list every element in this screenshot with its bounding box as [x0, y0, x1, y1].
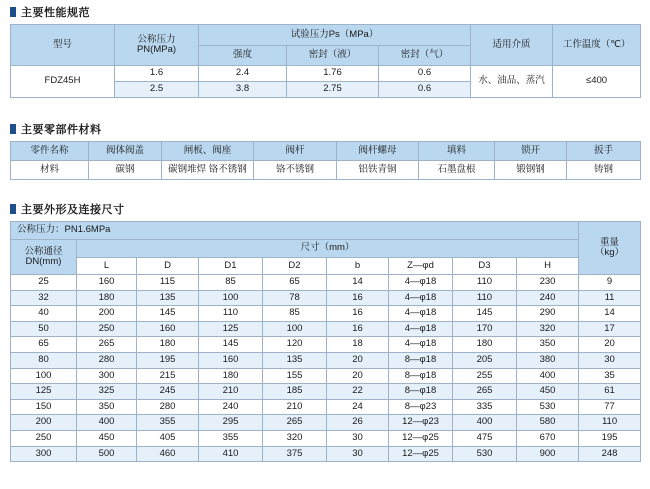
- dimension-cell: 335: [453, 399, 517, 415]
- section-marker: [10, 124, 16, 134]
- col-header: D3: [453, 258, 517, 275]
- header-model: 型号: [11, 25, 115, 66]
- dn-cell: 100: [11, 368, 77, 384]
- table-row: [11, 275, 641, 291]
- header-strength: 强度: [199, 46, 287, 66]
- dimension-cell: 185: [263, 384, 327, 400]
- dn-cell: 32: [11, 290, 77, 306]
- dimension-cell: 120: [263, 337, 327, 353]
- header-dn-unit: DN(mm): [25, 256, 62, 267]
- col-header: D2: [263, 258, 327, 275]
- dimension-cell: 20: [327, 352, 389, 368]
- header-dn: [11, 240, 77, 275]
- dimension-cell: 530: [453, 446, 517, 462]
- dimension-cell: 500: [77, 446, 137, 462]
- materials-cell: 锻钢钢: [495, 161, 567, 180]
- dimension-cell: 460: [137, 446, 199, 462]
- dimension-cell: 78: [263, 290, 327, 306]
- dimension-cell: 320: [263, 430, 327, 446]
- header-seal-gas: 密封（气）: [379, 46, 471, 66]
- dimension-cell: 145: [199, 337, 263, 353]
- dimension-cell: 100: [263, 321, 327, 337]
- pressure-rating-label: 公称压力：PN1.6MPa: [11, 222, 579, 240]
- dimension-cell: 145: [137, 306, 199, 322]
- dimension-cell: 320: [517, 321, 579, 337]
- dn-cell: 25: [11, 275, 77, 291]
- cell-seal-gas: 0.6: [379, 66, 471, 82]
- dimension-cell: 240: [199, 399, 263, 415]
- dimension-cell: 400: [77, 415, 137, 431]
- dimension-cell: 18: [327, 337, 389, 353]
- dimension-cell: 350: [517, 337, 579, 353]
- dn-cell: 40: [11, 306, 77, 322]
- dimension-cell: 180: [77, 290, 137, 306]
- dimension-cell: 355: [137, 415, 199, 431]
- dimension-cell: 26: [327, 415, 389, 431]
- dimension-cell: 16: [327, 321, 389, 337]
- dimensions-body: [11, 275, 641, 462]
- dimension-cell: 4—φ18: [389, 337, 453, 353]
- dimension-cell: 280: [137, 399, 199, 415]
- dimension-cell: 4—φ18: [389, 321, 453, 337]
- dimension-cell: 450: [77, 430, 137, 446]
- cell-seal-liquid: 2.75: [287, 82, 379, 98]
- dimension-cell: 160: [199, 352, 263, 368]
- table-row: [11, 430, 641, 446]
- table-row: [11, 337, 641, 353]
- header-weight-label: 重量: [600, 236, 620, 248]
- performance-table: [10, 24, 641, 98]
- dimension-cell: 210: [263, 399, 327, 415]
- cell-temp: ≤400: [553, 66, 641, 98]
- weight-cell: 30: [579, 352, 641, 368]
- cell-strength: 2.4: [199, 66, 287, 82]
- dn-cell: 200: [11, 415, 77, 431]
- materials-header-cell: 阀杆: [254, 142, 337, 161]
- table-row: [11, 321, 641, 337]
- table-row: [11, 415, 641, 431]
- dimension-cell: 12—φ25: [389, 430, 453, 446]
- dimension-cell: 670: [517, 430, 579, 446]
- dimension-cell: 195: [137, 352, 199, 368]
- materials-cell: 铝铁青铜: [337, 161, 419, 180]
- dimension-cell: 265: [77, 337, 137, 353]
- dimension-cell: 170: [453, 321, 517, 337]
- dimension-cell: 245: [137, 384, 199, 400]
- table-row: [11, 368, 641, 384]
- cell-seal-gas: 0.6: [379, 82, 471, 98]
- table-row: [11, 384, 641, 400]
- dn-cell: 80: [11, 352, 77, 368]
- weight-cell: 35: [579, 368, 641, 384]
- section-marker: [10, 204, 16, 214]
- materials-cell: 材料: [11, 161, 89, 180]
- materials-header-cell: 扳手: [567, 142, 641, 161]
- materials-cell: 碳钢堆焊 铬不锈钢: [162, 161, 254, 180]
- section-performance-header: [10, 5, 90, 19]
- dimension-cell: 180: [137, 337, 199, 353]
- materials-cell: 铬不锈钢: [254, 161, 337, 180]
- header-pressure-unit: PN(MPa): [136, 44, 177, 55]
- dimension-cell: 475: [453, 430, 517, 446]
- weight-cell: 11: [579, 290, 641, 306]
- header-weight: [579, 222, 641, 275]
- dimension-cell: 450: [517, 384, 579, 400]
- header-weight-unit: （kg）: [595, 247, 625, 258]
- dimension-cell: 200: [77, 306, 137, 322]
- weight-cell: 9: [579, 275, 641, 291]
- materials-cell: 石墨盘根: [419, 161, 495, 180]
- dimension-cell: 16: [327, 290, 389, 306]
- table-row: [11, 306, 641, 322]
- dimension-cell: 85: [263, 306, 327, 322]
- dimension-cell: 8—φ18: [389, 352, 453, 368]
- materials-header-cell: 锁开: [495, 142, 567, 161]
- materials-cell: 碳钢: [89, 161, 162, 180]
- materials-header-cell: 阀体阀盖: [89, 142, 162, 161]
- materials-header-cell: 闸板、阀座: [162, 142, 254, 161]
- col-header: D1: [199, 258, 263, 275]
- dimension-cell: 14: [327, 275, 389, 291]
- dimension-cell: 110: [199, 306, 263, 322]
- table-row: [11, 290, 641, 306]
- section-title: 主要性能规范: [21, 7, 90, 19]
- dimension-cell: 65: [263, 275, 327, 291]
- materials-header-cell: 填料: [419, 142, 495, 161]
- dimension-cell: 900: [517, 446, 579, 462]
- cell-pn: 2.5: [115, 82, 199, 98]
- dimension-cell: 110: [453, 275, 517, 291]
- weight-cell: 195: [579, 430, 641, 446]
- dimension-cell: 295: [199, 415, 263, 431]
- dimension-cell: 115: [137, 275, 199, 291]
- section-dimensions-header: [10, 202, 125, 216]
- dimension-cell: 160: [137, 321, 199, 337]
- dimension-cell: 265: [453, 384, 517, 400]
- dimension-cell: 145: [453, 306, 517, 322]
- header-pressure-label: 公称压力: [137, 33, 176, 45]
- dimension-cell: 530: [517, 399, 579, 415]
- materials-header-row: [11, 142, 641, 161]
- materials-header-cell: 阀杆螺母: [337, 142, 419, 161]
- dimension-cell: 210: [199, 384, 263, 400]
- dimension-cell: 230: [517, 275, 579, 291]
- weight-cell: 20: [579, 337, 641, 353]
- header-media: 适用介质: [471, 25, 553, 66]
- dimension-cell: 12—φ25: [389, 446, 453, 462]
- section-marker: [10, 7, 16, 17]
- weight-cell: 77: [579, 399, 641, 415]
- dimensions-table: [10, 221, 641, 462]
- dimension-cell: 8—φ18: [389, 368, 453, 384]
- dimension-cell: 400: [517, 368, 579, 384]
- col-header: D: [137, 258, 199, 275]
- dimension-cell: 110: [453, 290, 517, 306]
- table-row: [11, 352, 641, 368]
- dimension-cell: 100: [199, 290, 263, 306]
- dimension-cell: 400: [453, 415, 517, 431]
- materials-header-cell: 零件名称: [11, 142, 89, 161]
- dimension-cell: 325: [77, 384, 137, 400]
- dimension-cell: 290: [517, 306, 579, 322]
- dimension-cell: 8—φ23: [389, 399, 453, 415]
- cell-media: 水、油品、蒸汽: [471, 66, 553, 98]
- dn-cell: 300: [11, 446, 77, 462]
- dimension-cell: 580: [517, 415, 579, 431]
- dimension-cell: 180: [199, 368, 263, 384]
- dimension-cell: 375: [263, 446, 327, 462]
- header-seal-liquid: 密封（液）: [287, 46, 379, 66]
- table-row: [11, 446, 641, 462]
- dimension-cell: 8—φ18: [389, 384, 453, 400]
- cell-strength: 3.8: [199, 82, 287, 98]
- dimension-cell: 280: [77, 352, 137, 368]
- cell-model: FDZ45H: [11, 66, 115, 98]
- dimension-cell: 205: [453, 352, 517, 368]
- weight-cell: 61: [579, 384, 641, 400]
- dimension-cell: 180: [453, 337, 517, 353]
- dimension-cell: 135: [137, 290, 199, 306]
- dimension-cell: 135: [263, 352, 327, 368]
- section-title: 主要外形及连接尺寸: [21, 204, 125, 216]
- cell-pn: 1.6: [115, 66, 199, 82]
- dn-cell: 50: [11, 321, 77, 337]
- dimension-cell: 30: [327, 430, 389, 446]
- dimension-cell: 255: [453, 368, 517, 384]
- section-materials-header: [10, 122, 102, 136]
- dimension-cell: 24: [327, 399, 389, 415]
- dimension-cell: 250: [77, 321, 137, 337]
- dimension-cell: 20: [327, 368, 389, 384]
- dimension-cell: 240: [517, 290, 579, 306]
- dn-cell: 150: [11, 399, 77, 415]
- col-header: L: [77, 258, 137, 275]
- header-temp: 工作温度（℃）: [553, 25, 641, 66]
- table-row: [11, 399, 641, 415]
- dimension-cell: 300: [77, 368, 137, 384]
- dimension-cell: 215: [137, 368, 199, 384]
- materials-cell: 铸钢: [567, 161, 641, 180]
- dimension-cell: 405: [137, 430, 199, 446]
- dimension-cell: 30: [327, 446, 389, 462]
- dn-cell: 125: [11, 384, 77, 400]
- dimension-cell: 410: [199, 446, 263, 462]
- col-header: H: [517, 258, 579, 275]
- dimension-cell: 380: [517, 352, 579, 368]
- header-test-pressure: 试验压力Ps（MPa）: [199, 25, 471, 46]
- materials-value-row: [11, 161, 641, 180]
- header-pressure: [115, 25, 199, 66]
- dimension-cell: 4—φ18: [389, 290, 453, 306]
- cell-seal-liquid: 1.76: [287, 66, 379, 82]
- dimension-cell: 125: [199, 321, 263, 337]
- header-size: 尺寸（mm）: [77, 240, 579, 258]
- dn-cell: 65: [11, 337, 77, 353]
- dimension-cell: 16: [327, 306, 389, 322]
- dimension-cell: 265: [263, 415, 327, 431]
- dimension-cell: 355: [199, 430, 263, 446]
- dimension-cell: 12—φ23: [389, 415, 453, 431]
- dn-cell: 250: [11, 430, 77, 446]
- dimension-cell: 155: [263, 368, 327, 384]
- dimension-cell: 350: [77, 399, 137, 415]
- dimension-cell: 85: [199, 275, 263, 291]
- weight-cell: 110: [579, 415, 641, 431]
- dimension-cell: 22: [327, 384, 389, 400]
- col-header: b: [327, 258, 389, 275]
- weight-cell: 17: [579, 321, 641, 337]
- col-header: Z—φd: [389, 258, 453, 275]
- dimension-cell: 4—φ18: [389, 306, 453, 322]
- weight-cell: 14: [579, 306, 641, 322]
- header-dn-label: 公称通径: [24, 245, 63, 257]
- dimension-cell: 4—φ18: [389, 275, 453, 291]
- materials-table: [10, 141, 641, 180]
- weight-cell: 248: [579, 446, 641, 462]
- dimension-cell: 160: [77, 275, 137, 291]
- section-title: 主要零部件材料: [21, 124, 102, 136]
